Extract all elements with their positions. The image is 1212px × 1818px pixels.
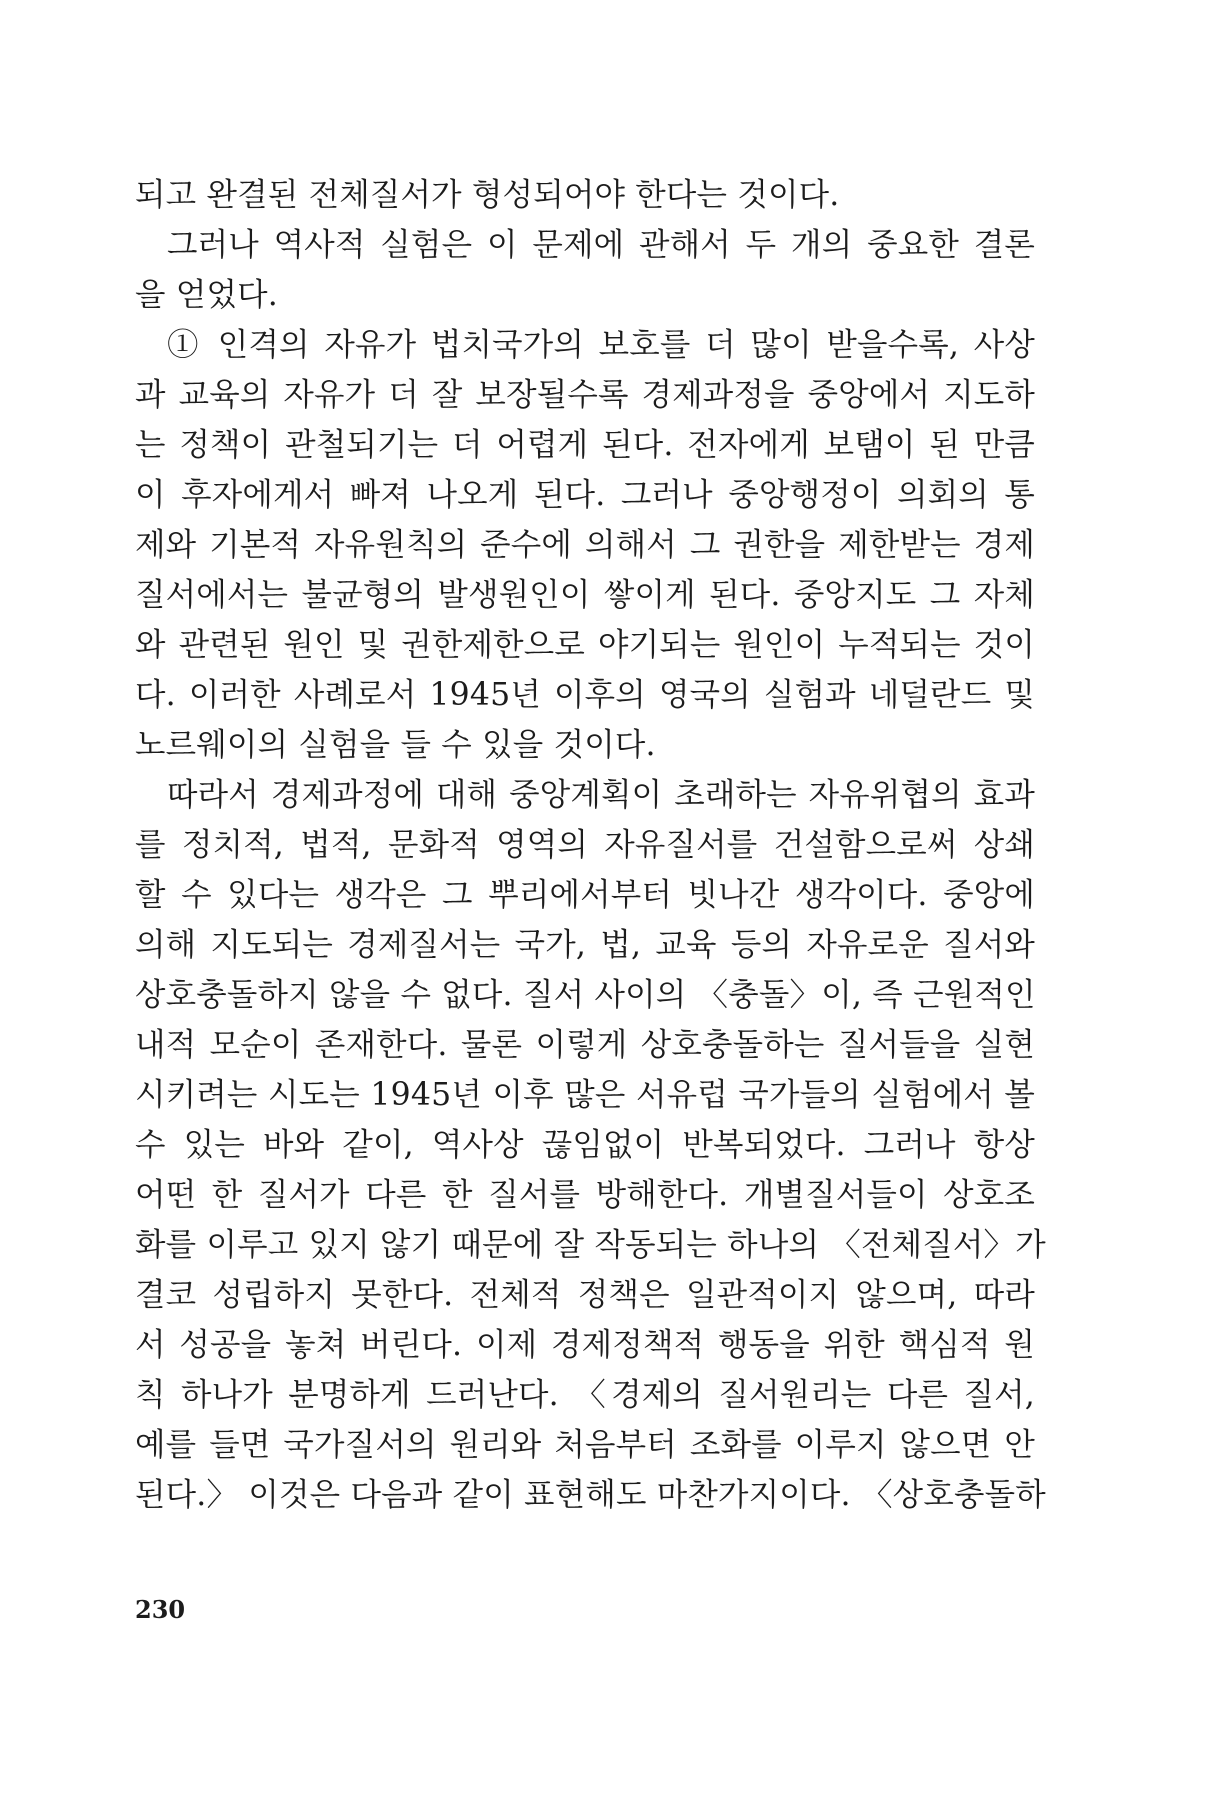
text-line: 화를 이루고 있지 않기 때문에 잘 작동되는 하나의 〈전체질서〉가 bbox=[135, 1227, 1046, 1263]
text-line: 이 후자에게서 빠져 나오게 된다. 그러나 중앙행정이 의회의 통 bbox=[135, 477, 1035, 513]
text-line: 와 관련된 원인 및 권한제한으로 야기되는 원인이 누적되는 것이 bbox=[135, 627, 1035, 663]
text-line: 어떤 한 질서가 다른 한 질서를 방해한다. 개별질서들이 상호조 bbox=[135, 1177, 1035, 1213]
text-line: 노르웨이의 실험을 들 수 있을 것이다. bbox=[135, 727, 656, 763]
text-line: 할 수 있다는 생각은 그 뿌리에서부터 빗나간 생각이다. 중앙에 bbox=[135, 877, 1035, 913]
text-line: 상호충돌하지 않을 수 없다. 질서 사이의 〈충돌〉이, 즉 근원적인 bbox=[135, 977, 1036, 1013]
text-line: 수 있는 바와 같이, 역사상 끊임없이 반복되었다. 그러나 항상 bbox=[135, 1127, 1035, 1163]
text-line: 를 정치적, 법적, 문화적 영역의 자유질서를 건설함으로써 상쇄 bbox=[135, 827, 1035, 863]
text-line: 는 정책이 관철되기는 더 어렵게 된다. 전자에게 보탬이 된 만큼 bbox=[135, 427, 1035, 463]
text-line: 을 얻었다. bbox=[135, 277, 278, 313]
text-line: 내적 모순이 존재한다. 물론 이렇게 상호충돌하는 질서들을 실현 bbox=[135, 1027, 1035, 1063]
page-number: 230 bbox=[135, 1595, 186, 1624]
text-line: 되고 완결된 전체질서가 형성되어야 한다는 것이다. bbox=[135, 177, 840, 213]
text-line: 칙 하나가 분명하게 드러난다. 〈경제의 질서원리는 다른 질서, bbox=[135, 1377, 1035, 1413]
text-line: 다. 이러한 사례로서 1945년 이후의 영국의 실험과 네덜란드 및 bbox=[135, 677, 1035, 713]
text-line: 예를 들면 국가질서의 원리와 처음부터 조화를 이루지 않으면 안 bbox=[135, 1427, 1035, 1463]
text-line: 의해 지도되는 경제질서는 국가, 법, 교육 등의 자유로운 질서와 bbox=[135, 927, 1035, 963]
text-line: 과 교육의 자유가 더 잘 보장될수록 경제과정을 중앙에서 지도하 bbox=[135, 377, 1035, 413]
text-line: 그러나 역사적 실험은 이 문제에 관해서 두 개의 중요한 결론 bbox=[167, 227, 1035, 263]
text-line: ① 인격의 자유가 법치국가의 보호를 더 많이 받을수록, 사상 bbox=[167, 327, 1035, 363]
text-line: 따라서 경제과정에 대해 중앙계획이 초래하는 자유위협의 효과 bbox=[167, 777, 1035, 813]
text-line: 시키려는 시도는 1945년 이후 많은 서유럽 국가들의 실험에서 볼 bbox=[135, 1077, 1035, 1113]
text-line: 질서에서는 불균형의 발생원인이 쌓이게 된다. 중앙지도 그 자체 bbox=[135, 577, 1035, 613]
text-line: 결코 성립하지 못한다. 전체적 정책은 일관적이지 않으며, 따라 bbox=[135, 1277, 1035, 1313]
text-line: 제와 기본적 자유원칙의 준수에 의해서 그 권한을 제한받는 경제 bbox=[135, 527, 1035, 563]
text-line: 된다.〉 이것은 다음과 같이 표현해도 마찬가지이다. 〈상호충돌하 bbox=[135, 1477, 1046, 1513]
text-line: 서 성공을 놓쳐 버린다. 이제 경제정책적 행동을 위한 핵심적 원 bbox=[135, 1327, 1035, 1363]
